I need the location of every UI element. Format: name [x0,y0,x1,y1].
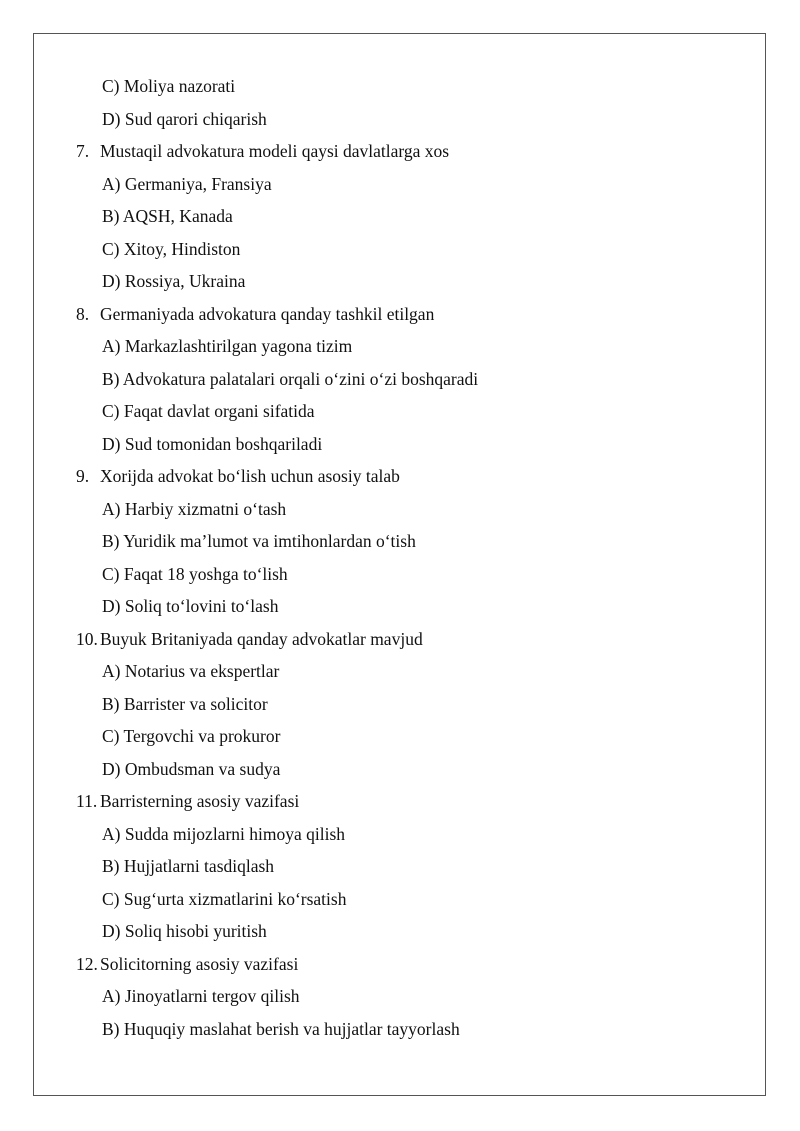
answer-option [0,395,800,428]
option-text: B) AQSH, Kanada [102,206,233,226]
question-line [0,623,800,656]
answer-option [0,850,800,883]
option-text: B) Yuridik ma’lumot va imtihonlardan o‘tish [102,531,416,551]
option-text: D) Sud tomonidan boshqariladi [102,433,323,454]
option-text: D) Soliq to‘lovini to‘lash [102,596,279,616]
option-text: B) Huquqiy maslahat berish va hujjatlar tayyorlash [102,1018,460,1039]
answer-option [0,233,800,266]
option-text: A) Germaniya, Fransiya [102,173,272,194]
question-number: 10. [76,628,98,649]
answer-option [0,168,800,201]
answer-option [0,70,800,103]
answer-option [0,720,800,753]
answer-option [0,428,800,461]
question-number: 7. [76,141,90,161]
answer-option [0,493,800,526]
answer-option [0,818,800,851]
question-line [0,135,800,168]
option-text: C) Faqat 18 yoshga to‘lish [102,563,288,584]
question-text: Germaniyada advokatura qanday tashkil etilgan [100,303,435,324]
answer-option [0,980,800,1013]
answer-option [0,265,800,298]
question-line [0,785,800,818]
answer-option [0,330,800,363]
question-number: 12. [76,953,98,974]
option-text: B) Advokatura palatalari orqali o‘zini o‘zi boshqaradi [102,368,479,389]
option-text: D) Ombudsman va sudya [102,758,281,779]
answer-option [0,915,800,948]
answer-option [0,200,800,233]
option-text: C) Moliya nazorati [102,76,236,96]
option-text: D) Soliq hisobi yuritish [102,921,267,941]
question-text: Mustaqil advokatura modeli qaysi davlatlarga xos [100,141,450,161]
answer-option [0,688,800,721]
option-text: A) Sudda mijozlarni himoya qilish [102,823,346,844]
option-text: B) Hujjatlarni tasdiqlash [102,856,275,876]
option-text: A) Harbiy xizmatni o‘tash [102,498,287,519]
answer-option [0,363,800,396]
option-text: A) Notarius va ekspertlar [102,661,280,681]
question-number: 8. [76,303,90,324]
option-text: D) Sud qarori chiqarish [102,108,267,129]
question-text: Buyuk Britaniyada qanday advokatlar mavjud [100,628,423,649]
question-text: Barristerning asosiy vazifasi [100,791,300,811]
option-text: C) Tergovchi va prokuror [102,726,281,746]
option-text: C) Sug‘urta xizmatlarini ko‘rsatish [102,888,347,909]
answer-option [0,655,800,688]
answer-option [0,590,800,623]
answer-option [0,103,800,136]
answer-option [0,883,800,916]
question-line [0,948,800,981]
option-text: C) Xitoy, Hindiston [102,238,241,259]
answer-option [0,753,800,786]
option-text: C) Faqat davlat organi sifatida [102,401,315,421]
question-line [0,460,800,493]
question-number: 9. [76,466,90,486]
question-number: 11. [76,791,98,811]
document-content [0,70,800,1045]
question-line [0,298,800,331]
option-text: A) Jinoyatlarni tergov qilish [102,986,300,1006]
answer-option [0,558,800,591]
question-text: Solicitorning asosiy vazifasi [100,953,299,974]
option-text: A) Markazlashtirilgan yagona tizim [102,336,353,356]
answer-option [0,525,800,558]
option-text: B) Barrister va solicitor [102,693,268,714]
option-text: D) Rossiya, Ukraina [102,271,246,291]
question-text: Xorijda advokat bo‘lish uchun asosiy talab [100,466,400,486]
answer-option [0,1013,800,1046]
